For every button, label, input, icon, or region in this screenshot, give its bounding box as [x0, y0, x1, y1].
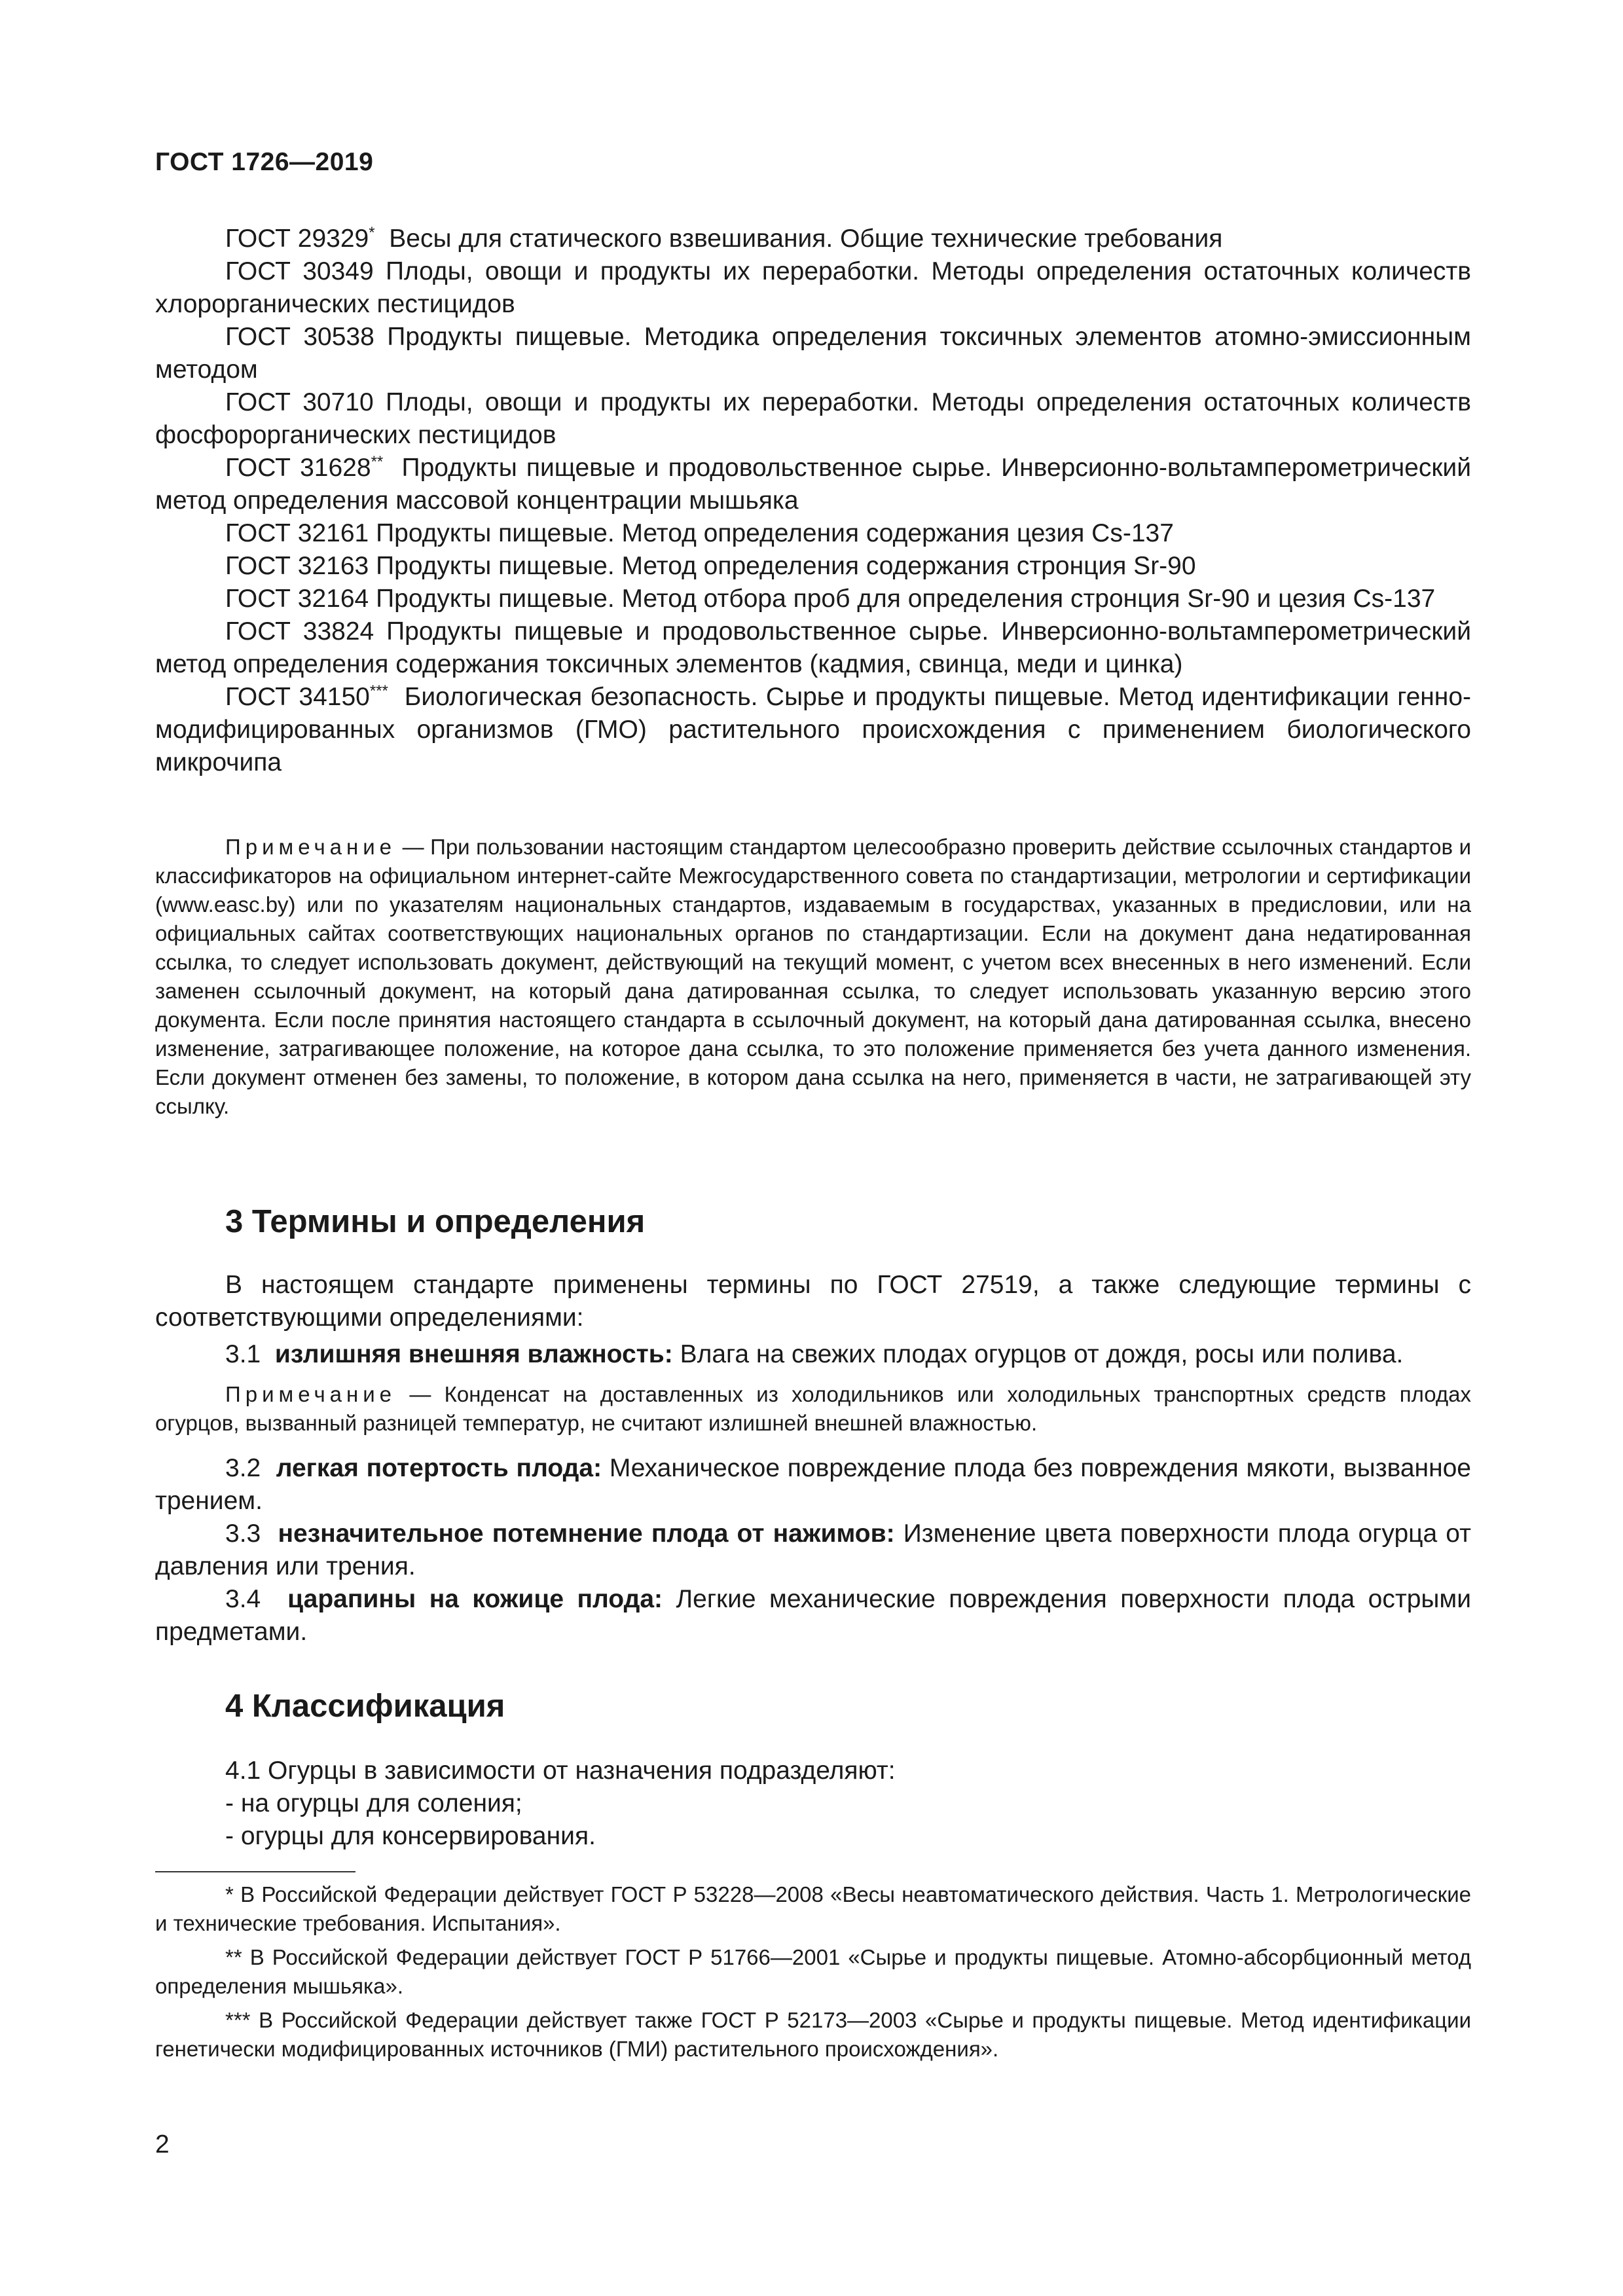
term-item: 3.4 царапины на кожице плода: Легкие механические повреждения поверхности плода острыми предметами.	[155, 1585, 1472, 1646]
reference-item: ГОСТ 31628** Продукты пищевые и продовольственное сырье. Инверсионно-вольтамперометрический метод определения массовой концентрации мышьяка	[155, 453, 1471, 515]
section-4-body	[155, 1755, 1471, 1853]
reference-item: ГОСТ 32163 Продукты пищевые. Метод определения содержания стронция Sr-90	[225, 552, 1196, 580]
reference-item: ГОСТ 32164 Продукты пищевые. Метод отбора проб для определения стронция Sr-90 и цезия Cs-137	[225, 585, 1436, 613]
reference-item: ГОСТ 33824 Продукты пищевые и продовольственное сырье. Инверсионно-вольтамперометрический метод определения содержания токсичных элементов (кадмия, свинца, меди и цинка)	[155, 617, 1471, 678]
page-number: 2	[155, 2130, 170, 2159]
note-text: — При пользовании настоящим стандартом целесообразно проверить действие ссылочных стандартов и классификаторов на официальном интернет-сайте Межгосударственного совета по стандартизации, метрологии и сертификации (www.easc.by) или по указателям национальных стандартов, издаваемым в государствах, указанных в предисловии, или на официальных сайтах соответствующих национальных органов по стандартизации. Если на документ дана недатированная ссылка, то следует использовать документ, действующий на текущий момент, с учетом всех внесенных в него изменений. Если заменен ссылочный документ, на который дана датированная ссылка, то следует использовать указанную версию этого документа. Если после принятия настоящего стандарта в ссылочный документ, на который дана датированная ссылка, внесено изменение, затрагивающее положение, на которое дана ссылка, то это положение применяется без учета данного изменения. Если документ отменен без замены, то положение, в котором дана ссылка на него, применяется в части, не затрагивающей эту ссылку.	[155, 835, 1472, 1118]
reference-item: ГОСТ 29329* Весы для статического взвешивания. Общие технические требования	[225, 224, 1223, 253]
references-list	[155, 223, 1471, 779]
footnote-item: * В Российской Федерации действует ГОСТ Р 53228—2008 «Весы неавтоматического действия. Часть 1. Метрологические и технические требования. Испытания».	[155, 1882, 1471, 1935]
footnote-item: ** В Российской Федерации действует ГОСТ Р 51766—2001 «Сырье и продукты пищевые. Атомно-абсорбционный метод определения мышьяка».	[155, 1945, 1472, 1998]
footnote-item: *** В Российской Федерации действует также ГОСТ Р 52173—2003 «Сырье и продукты пищевые. Метод идентификации генетически модифицированных источников (ГМИ) растительного происхождения».	[155, 2008, 1472, 2061]
note-label: Примечание	[225, 835, 397, 859]
section-3	[155, 1203, 1471, 1240]
section-3-intro: В настоящем стандарте применены термины по ГОСТ 27519, а также следующие термины с соответствующими определениями:	[155, 1271, 1471, 1332]
reference-item: ГОСТ 30710 Плоды, овощи и продукты их переработки. Методы определения остаточных количеств фосфорорганических пестицидов	[155, 388, 1471, 449]
section-4-para: 4.1 Огурцы в зависимости от назначения подразделяют:	[225, 1757, 896, 1785]
list-item: - огурцы для консервирования.	[225, 1822, 596, 1850]
section-4-title: 4 Классификация	[225, 1688, 505, 1724]
footnotes	[155, 1880, 1471, 2064]
reference-item: ГОСТ 30538 Продукты пищевые. Методика определения токсичных элементов атомно-эмиссионным методом	[155, 323, 1471, 384]
references-note	[155, 833, 1471, 1121]
section-4	[155, 1688, 1471, 1724]
term-item: 3.2 легкая потертость плода: Механическое повреждение плода без повреждения мякоти, вызванное трением.	[155, 1454, 1471, 1515]
term-item: 3.1 излишняя внешняя влажность: Влага на свежих плодах огурцов от дождя, росы или полива.	[225, 1340, 1404, 1368]
section-3-body	[155, 1269, 1471, 1649]
reference-item: ГОСТ 30349 Плоды, овощи и продукты их переработки. Методы определения остаточных количеств хлорорганических пестицидов	[155, 257, 1471, 318]
reference-item: ГОСТ 34150*** Биологическая безопасность. Сырье и продукты пищевые. Метод идентификации генно-модифицированных организмов (ГМО) растительного происхождения с применением биологического микрочипа	[155, 682, 1472, 776]
reference-item: ГОСТ 32161 Продукты пищевые. Метод определения содержания цезия Cs-137	[225, 519, 1174, 547]
list-item: - на огурцы для соления;	[225, 1789, 522, 1817]
term-note: Примечание — Конденсат на доставленных из холодильников или холодильных транспортных средств плодах огурцов, вызванный разницей температур, не считают излишней внешней влажностью.	[155, 1382, 1471, 1435]
section-3-title: 3 Термины и определения	[225, 1204, 646, 1239]
footnote-divider	[155, 1871, 356, 1872]
term-item: 3.3 незначительное потемнение плода от нажимов: Изменение цвета поверхности плода огурца от давления или трения.	[155, 1520, 1472, 1580]
document-header: ГОСТ 1726—2019	[155, 148, 374, 176]
